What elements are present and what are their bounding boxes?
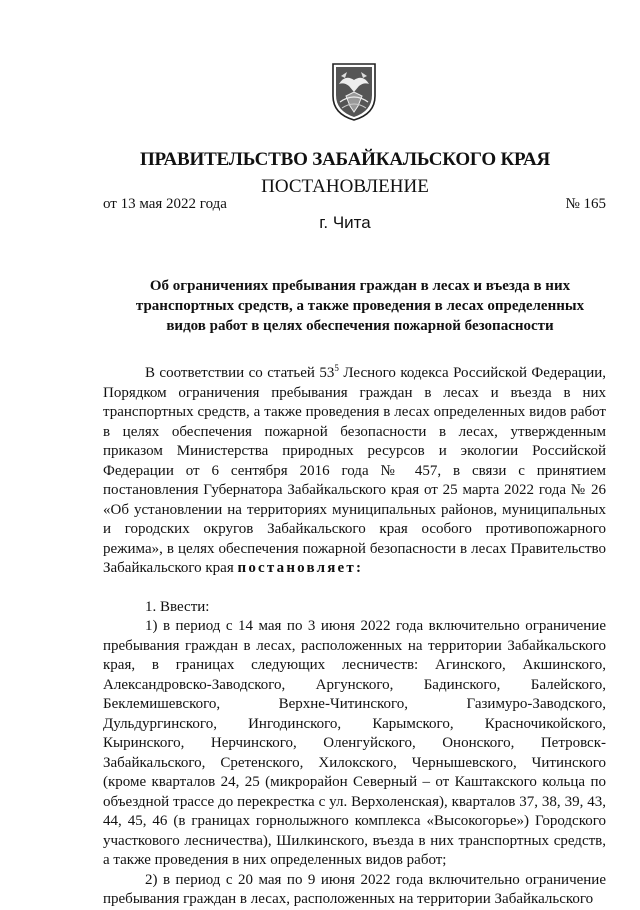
- document-date: от 13 мая 2022 года: [103, 196, 227, 212]
- document-type: ПОСТАНОВЛЕНИЕ: [261, 176, 429, 197]
- preamble-paragraph: [103, 364, 606, 579]
- document-number: № 165: [565, 196, 606, 212]
- document-title: Об ограничениях пребывания граждан в лесах и въезда в них транспортных средств, а также проведения в лесах определенных видов работ в целях обеспечения пожарной безопасности: [135, 278, 585, 334]
- article-superscript: 5: [334, 363, 339, 373]
- preamble-text: Лесного кодекса Российской Федерации, Порядком ограничения пребывания граждан в лесах и въезда в них транспортных средств, а также проведения в лесах определенных видов работ в целях обеспечения пожарной безопасности в лесах, утвержденным приказом Министерства природных ресурсов и экологии Российской Федерации от 6 сентября 2016 года № 457, в связи с принятием постановления Губернатора Забайкальского края от 25 марта 2022 года № 26 «Об установлении на территориях муниципальных районов, муниципальных и городских округов Забайкальского края особого противопожарного режима», в целях обеспечения пожарной безопасности в лесах Правительство Забайкальского края: [103, 365, 607, 576]
- organization-name: ПРАВИТЕЛЬСТВО ЗАБАЙКАЛЬСКОГО КРАЯ: [139, 149, 551, 170]
- document-city: г. Чита: [319, 213, 371, 232]
- coat-of-arms-icon: [331, 62, 377, 122]
- subitem-1: 1) в период с 14 мая по 3 июня 2022 года включительно ограничение пребывания граждан в лесах, расположенных на территории Забайкальского края, в границах следующих лесничеств: Агинского, Акшинского, Александровско-Заводского, Аргунского, Бадинского, Балейского, Беклемишевского, Верхне-Читинского, Газимуро-Заводского, Дульдургинского, Ингодинского, Карымского, Красночикойского, Кыринского, Нерчинского, Оленгуйского, Ононского, Петровск-Забайкальского, Сретенского, Хилокского, Чернышевского, Читинского (кроме кварталов 24, 25 (микрорайон Северный – от Каштакского кольца по объездной трассе до перекрестка с ул. Верхоленская), кварталов 37, 38, 39, 43, 44, 45, 46 (в границах горнолыжного комплекса «Высокогорье») Городского участкового лесничества), Шилкинского, въезда в них транспортных средств, а также проведения в них определенных видов работ;: [103, 618, 606, 868]
- item-1: 1. Ввести:: [145, 598, 210, 615]
- document-body: [103, 364, 606, 910]
- preamble-start: В соответствии со статьей 53: [145, 365, 335, 381]
- subitem-2: 2) в период с 20 мая по 9 июня 2022 года включительно ограничение пребывания граждан в лесах, расположенных на территории Забайкальского: [103, 871, 606, 907]
- resolves-word: постановляет:: [237, 560, 364, 576]
